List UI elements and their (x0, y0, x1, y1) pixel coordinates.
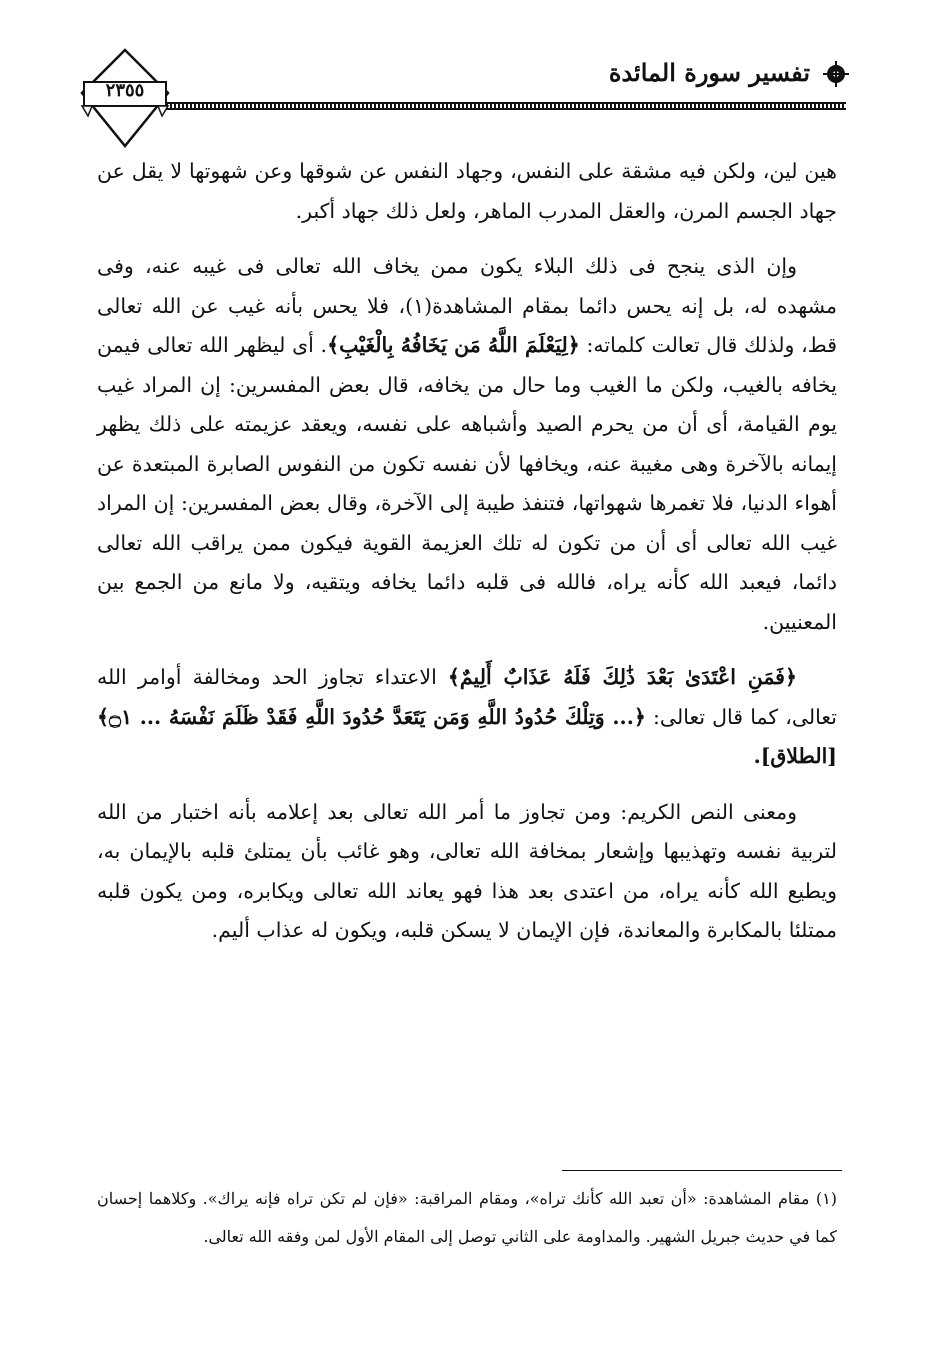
quran-verse: ﴿فَمَنِ اعْتَدَىٰ بَعْدَ ذَٰلِكَ فَلَهُ عَذَابٌ أَلِيمٌ﴾ (447, 665, 797, 689)
footnote: (١) مقام المشاهدة: «أن تعبد الله كأنك تراه»، ومقام المراقبة: «فإن لم تكن تراه فإنه يراك». وكلاهما إحسان كما في حديث جبريل الشهير. والمداومة على الثاني توصل إلى المقام الأول لمن وفقه الله تعالى. (97, 1189, 837, 1246)
paragraph (97, 658, 837, 777)
quran-verse: ﴿لِيَعْلَمَ اللَّهُ مَن يَخَافُهُ بِالْغَيْبِ﴾ (327, 333, 580, 357)
page-number: ٢٣٥٥ (105, 80, 145, 101)
page-header (80, 40, 850, 150)
paragraph-text: الاعتداء تجاوز الحد ومخالفة أوامر الله تعالى، كما قال تعالى: (97, 665, 837, 729)
paragraph (97, 152, 837, 231)
quran-verse: ﴿... وَتِلْكَ حُدُودُ اللَّهِ وَمَن يَتَعَدَّ حُدُودَ اللَّهِ فَقَدْ ظَلَمَ نَفْسَهُ ... ۝١﴾ (97, 704, 646, 729)
header-rule (166, 102, 846, 110)
paragraph-text: . أى ليظهر الله تعالى فيمن يخافه بالغيب، ولكن ما الغيب وما حال من يخافه، قال بعض المفسرين: إن المراد غيب يوم القيامة، أى أن من يحرم الصيد وأشباهه على نفسه، ويعقد عزيمته على ذلك يظهر إيمانه بالآخرة وهى مغيبة عنه، ويخافها لأن نفسه تكون من النفوس الصابرة المبتعدة عن أهواء الدنيا، فلا تغمرها شهواتها، فتنفذ طيبة إلى الآخرة، وقال بعض المفسرين: إن المراد غيب الله تعالى أى أن من تكون له تلك العزيمة القوية فيكون ممن يراقب الله تعالى دائما، فيعبد الله كأنه يراه، فالله فى قلبه دائما يخافه ويتقيه، ولا مانع من الجمع بين المعنيين. (97, 333, 837, 634)
paragraph-text: وإن الذى ينجح فى ذلك البلاء يكون ممن يخاف الله تعالى فى غيبه عنه، وفى مشهده له، بل إنه يحس دائما بمقام المشاهدة(١)، فلا يحس بأنه غيب عن الله تعالى قط، ولذلك قال تعالت كلماته: (97, 254, 837, 357)
quran-verse: [الطلاق]. (753, 744, 837, 768)
running-title: تفسير سورة المائدة (608, 58, 810, 87)
footnote-separator (562, 1170, 842, 1171)
paragraph-text: ومعنى النص الكريم: ومن تجاوز ما أمر الله تعالى بعد إعلامه بأنه اختبار من الله لتربية نفسه وتهذيبها وإشعار بمخافة الله تعالى، وهو غائب بأن يمتلئ قلبه بالإيمان به، ويطيع الله كأنه يراه، من اعتدى بعد هذا فهو يعاند الله تعالى ويكابره، ومن يكون قلبه ممتلئا بالمكابرة والمعاندة، فإن الإيمان لا يسكن قلبه، ويكون له عذاب أليم. (97, 799, 837, 942)
paragraph-text: هين لين، ولكن فيه مشقة على النفس، وجهاد النفس عن شوقها وعن شهوتها لا يقل عن جهاد الجسم المرن، والعقل المدرب الماهر، ولعل ذلك جهاد أكبر. (97, 159, 837, 223)
paragraph (97, 793, 837, 951)
paragraph (97, 247, 837, 642)
flower-ornament-icon (822, 60, 850, 88)
body-text (97, 152, 837, 967)
